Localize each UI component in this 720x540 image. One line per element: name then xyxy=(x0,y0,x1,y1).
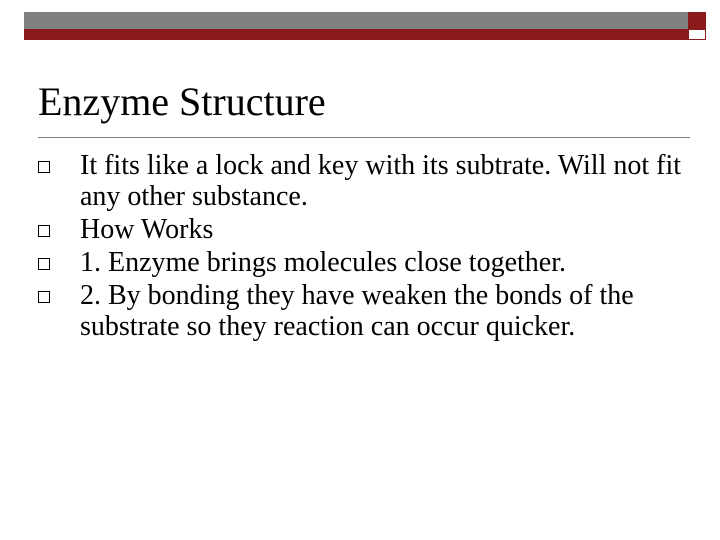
bullet-item xyxy=(38,150,698,212)
bullet-item xyxy=(38,214,698,245)
hollow-square-icon xyxy=(38,225,50,237)
hollow-square-icon xyxy=(38,161,50,173)
bullet-item xyxy=(38,280,698,342)
bullet-text: 2. By bonding they have weaken the bonds of the substrate so they reaction can occur quicker. xyxy=(80,280,634,342)
hollow-square-icon xyxy=(38,291,50,303)
bullet-text: It fits like a lock and key with its subtrate. Will not fit any other substance. xyxy=(80,150,682,212)
bullet-text: 1. Enzyme brings molecules close together. xyxy=(80,247,566,278)
bullet-text: How Works xyxy=(80,214,214,245)
bullet-list xyxy=(38,150,698,344)
corner-decoration-filled xyxy=(688,12,706,29)
corner-decoration-outline xyxy=(688,29,706,40)
bullet-item xyxy=(38,247,698,278)
hollow-square-icon xyxy=(38,258,50,270)
slide-title: Enzyme Structure xyxy=(38,79,326,124)
header-band-gray xyxy=(24,12,688,29)
header-band-accent xyxy=(24,29,688,40)
title-divider xyxy=(38,137,690,138)
